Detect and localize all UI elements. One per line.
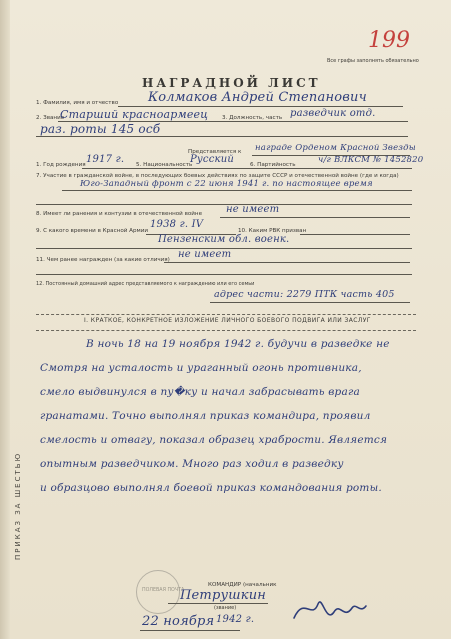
- date-value: 22 ноября: [142, 614, 215, 629]
- field-5-value: Русский: [190, 154, 234, 165]
- side-text: ПРИКАЗ ЗА ШЕСТЬЮ: [14, 451, 22, 560]
- field-6-label: 6. Партийность: [250, 162, 296, 168]
- record-number: 199: [368, 28, 410, 53]
- presented-value: награде Орденом Красной Звезды: [255, 143, 416, 153]
- top-note: Все графы заполнять обязательно: [327, 58, 419, 64]
- rank-label: (звание): [214, 605, 237, 611]
- field-9-label: 9. С какого времени в Красной Армии: [36, 228, 149, 234]
- field-6-value: ч/г ВЛКСМ № 1452820: [318, 155, 424, 165]
- field-7-value: Юго-Западный фронт с 22 июня 1941 г. по настоящее время: [80, 179, 373, 189]
- field-7-label: 7. Участие в гражданской войне, в последующих боевых действиях по защите СССР и отечественной войне (где и когда): [36, 173, 399, 179]
- field-1-value: Колмаков Андрей Степанович: [148, 90, 367, 105]
- page-title: НАГРАДНОЙ ЛИСТ: [142, 76, 321, 90]
- merit-line: Смотря на усталость и ураганный огонь противника,: [40, 362, 362, 374]
- field-11-label: 11. Чем ранее награжден (за какие отличия): [36, 257, 170, 263]
- field-9-value: 1938 г. IV: [150, 219, 204, 230]
- section-heading: I. КРАТКОЕ, КОНКРЕТНОЕ ИЗЛОЖЕНИЕ ЛИЧНОГО БОЕВОГО ПОДВИГА ИЛИ ЗАСЛУГ: [84, 317, 371, 324]
- field-5-label: 5. Национальность: [136, 162, 193, 168]
- field-12-label: 12. Постоянный домашний адрес представляемого к награждению или его семьи: [36, 281, 255, 287]
- year-value: 1942 г.: [216, 614, 255, 625]
- presented-label: Представляется к: [188, 149, 242, 155]
- stamp-text: ПОЛЕВАЯ ПОЧТА: [142, 588, 185, 593]
- merit-line: и образцово выполнял боевой приказ командования роты.: [40, 482, 382, 494]
- field-8-value: не имеет: [226, 204, 280, 215]
- field-2-label: 2. Звание: [36, 115, 65, 121]
- field-12-value: адрес части: 2279 ПТК часть 405: [214, 289, 395, 300]
- field-2-value: Старший красноармеец: [60, 108, 209, 121]
- merit-line: гранатами. Точно выполнял приказ командира, проявил: [40, 410, 371, 422]
- field-post-stamp: [136, 570, 185, 614]
- commander-label: КОМАНДИР (начальник: [208, 582, 277, 588]
- field-3-value: разведчик отд.: [290, 108, 376, 119]
- field-1-label: 1. Фамилия, имя и отчество: [36, 100, 119, 106]
- commander-name: Петрушкин: [180, 588, 267, 603]
- commander-signature: [290, 590, 370, 630]
- merit-line: смелость и отвагу, показал образец храбрости. Является: [40, 434, 388, 446]
- paper-edge: [0, 0, 10, 639]
- field-3-label: 3. Должность, часть: [222, 115, 283, 121]
- merit-line: опытным разведчиком. Много раз ходил в разведку: [40, 458, 344, 470]
- field-4-label: 1. Год рождения: [36, 162, 86, 168]
- field-8-label: 8. Имеет ли ранения и контузии в отечественной войне: [36, 211, 203, 217]
- field-11-value: не имеет: [178, 249, 232, 260]
- merit-line: смело выдвинулся в пу�ку и начал забрасывать врага: [40, 386, 360, 398]
- merit-line: В ночь 18 на 19 ноября 1942 г. будучи в разведке не: [86, 338, 390, 350]
- field-3-value-2: раз. роты 145 оcб: [40, 122, 161, 136]
- field-10-value: Пензенским обл. военк.: [158, 234, 290, 245]
- field-4-value: 1917 г.: [86, 154, 125, 165]
- field-10-label: 10. Каким РВК призван: [238, 228, 307, 234]
